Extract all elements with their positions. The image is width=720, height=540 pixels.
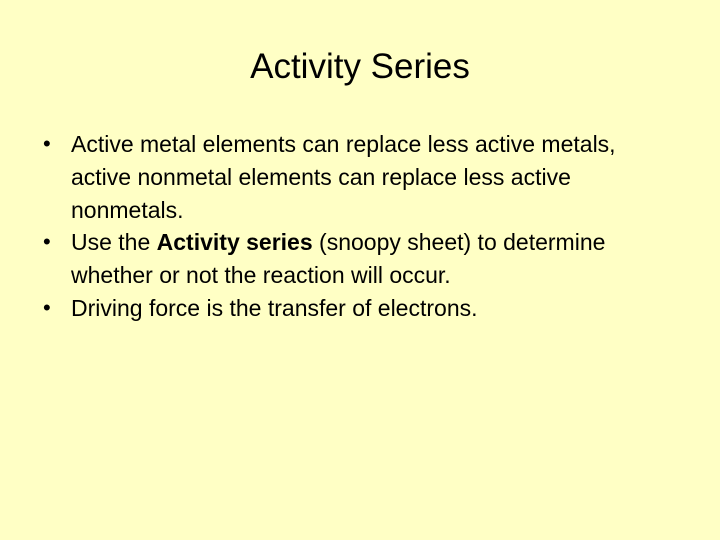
slide-title: Activity Series: [250, 47, 470, 86]
bullet-text: Driving force is the transfer of electrons.: [71, 294, 478, 321]
bullet-text-bold-term: Activity series: [156, 229, 313, 256]
bullet-list: [40, 128, 680, 325]
bullet-text: Active metal elements can replace less active metals, active nonmetal elements can replace less active nonmetals.: [71, 131, 616, 223]
bullet-item-1: [40, 128, 680, 226]
bullet-item-2: [40, 226, 680, 292]
bullet-text-prefix: Use the: [71, 229, 157, 256]
bullet-icon: •: [43, 294, 51, 320]
bullet-item-3: [40, 292, 680, 325]
bullet-icon: •: [43, 131, 51, 156]
bullet-text-suffix: (snoopy sheet) to determine whether or not the reaction will occur.: [71, 229, 606, 289]
bullet-icon: •: [43, 229, 51, 255]
